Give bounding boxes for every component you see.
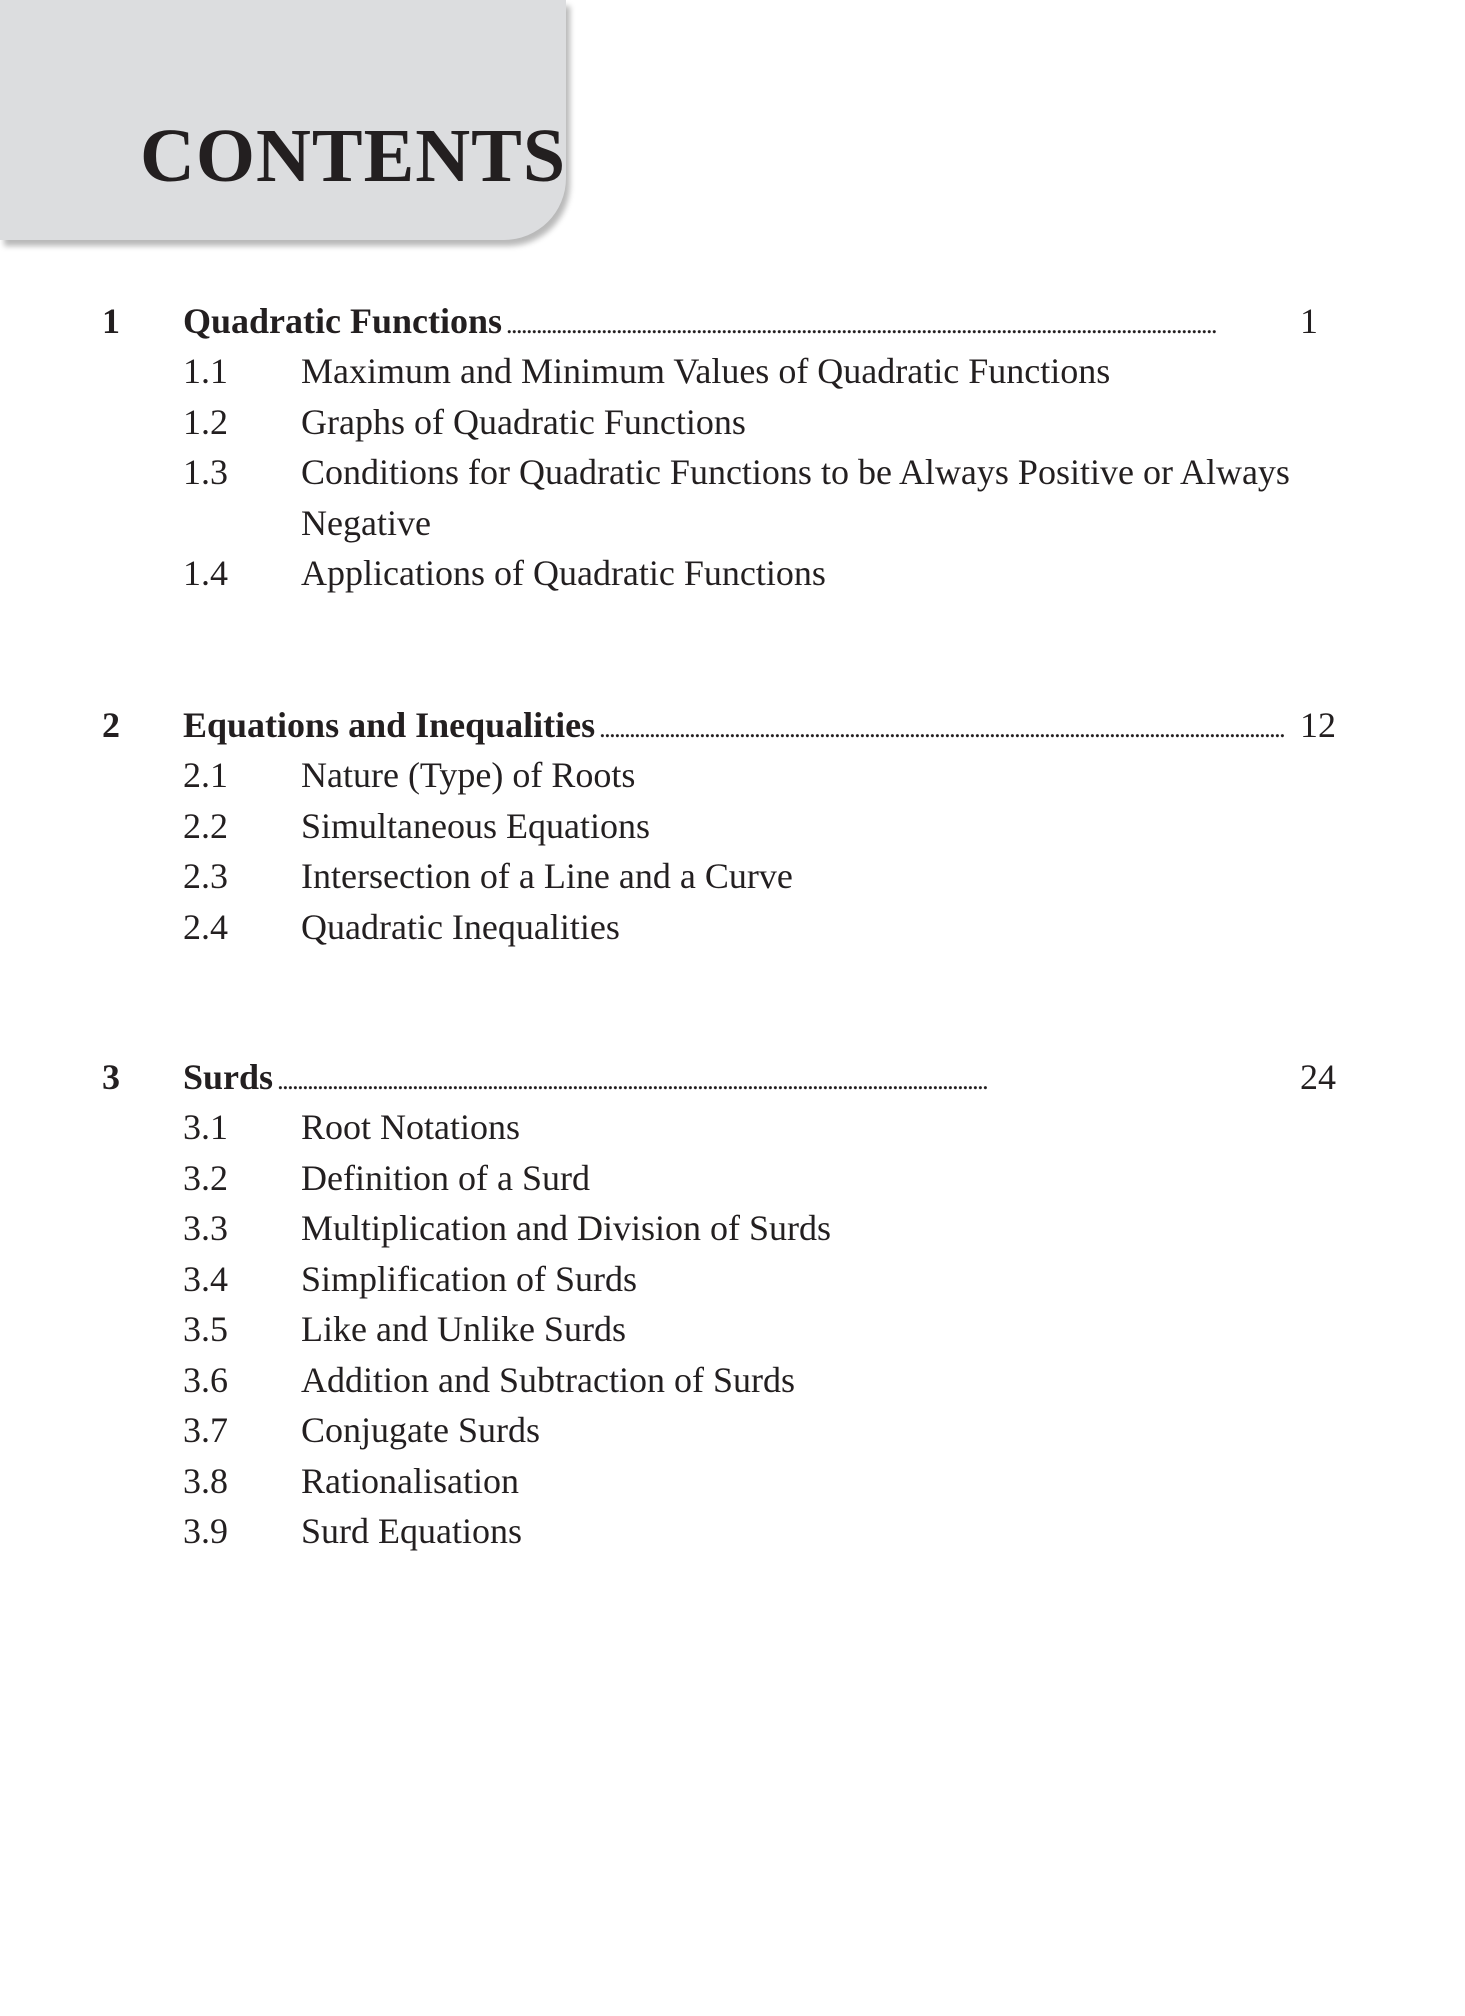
section-number: 1.2 xyxy=(183,401,228,442)
section-title: Surd Equations xyxy=(301,1511,522,1551)
section-title: Applications of Quadratic Functions xyxy=(301,553,826,593)
section-number: 3.8 xyxy=(183,1460,228,1501)
section-item[interactable] xyxy=(0,851,1465,902)
section-item[interactable] xyxy=(0,1304,1465,1355)
section-number: 1.3 xyxy=(183,452,228,492)
chapter-page-number: 24 xyxy=(1300,1057,1336,1097)
section-number: 2.1 xyxy=(183,755,228,795)
section-title: Rationalisation xyxy=(301,1460,519,1501)
section-item[interactable] xyxy=(0,1355,1465,1406)
section-item[interactable] xyxy=(0,397,1465,448)
section-title: Graphs of Quadratic Functions xyxy=(301,401,746,442)
section-item[interactable] xyxy=(0,548,1465,599)
section-item[interactable] xyxy=(0,1254,1465,1305)
dot-leader xyxy=(277,1056,1285,1102)
chapter-title: Surds xyxy=(183,1057,274,1097)
section-item[interactable] xyxy=(0,801,1465,852)
section-number: 2.3 xyxy=(183,856,228,896)
chapter-page-number: 1 xyxy=(1300,301,1318,341)
chapter-2 xyxy=(0,700,1465,952)
section-item[interactable] xyxy=(0,1506,1465,1557)
chapter-heading[interactable] xyxy=(0,1052,1465,1102)
section-number: 2.2 xyxy=(183,805,228,846)
section-title: Root Notations xyxy=(301,1107,521,1147)
section-item[interactable] xyxy=(0,1203,1465,1254)
section-title: Quadratic Inequalities xyxy=(301,906,620,947)
section-number: 3.9 xyxy=(183,1511,228,1551)
section-item[interactable] xyxy=(0,750,1465,801)
section-item[interactable] xyxy=(0,1102,1465,1153)
section-number: 3.3 xyxy=(183,1208,228,1248)
section-number: 3.4 xyxy=(183,1258,228,1299)
section-title: Multiplication and Division of Surds xyxy=(301,1208,831,1248)
section-number: 1.1 xyxy=(183,351,228,391)
section-title: Simultaneous Equations xyxy=(301,805,650,846)
section-title: Conditions for Quadratic Functions to be Always Positive or Always Negative xyxy=(301,452,1290,543)
section-title: Intersection of a Line and a Curve xyxy=(301,856,793,896)
dot-leader xyxy=(599,704,1285,750)
section-title: Nature (Type) of Roots xyxy=(301,755,636,795)
chapter-title: Equations and Inequalities xyxy=(183,705,596,745)
dot-leader xyxy=(506,300,1285,346)
chapter-3 xyxy=(0,1052,1465,1557)
section-number: 3.7 xyxy=(183,1410,228,1450)
section-number: 3.2 xyxy=(183,1157,228,1198)
chapter-number: 1 xyxy=(102,301,120,341)
section-number: 3.6 xyxy=(183,1359,228,1400)
section-title: Conjugate Surds xyxy=(301,1410,540,1450)
page-title: CONTENTS xyxy=(140,114,567,198)
chapter-number: 3 xyxy=(102,1057,120,1097)
section-number: 1.4 xyxy=(183,553,228,593)
section-number: 3.5 xyxy=(183,1309,228,1349)
section-item[interactable] xyxy=(0,447,1465,548)
chapter-title: Quadratic Functions xyxy=(183,301,503,341)
section-item[interactable] xyxy=(0,1456,1465,1507)
chapter-page-number: 12 xyxy=(1300,705,1336,745)
section-title: Addition and Subtraction of Surds xyxy=(301,1359,795,1400)
section-number: 2.4 xyxy=(183,906,228,947)
section-item[interactable] xyxy=(0,346,1465,397)
section-item[interactable] xyxy=(0,1405,1465,1456)
chapter-1 xyxy=(0,296,1465,599)
chapter-heading[interactable] xyxy=(0,296,1465,346)
section-title: Like and Unlike Surds xyxy=(301,1309,626,1349)
section-title: Definition of a Surd xyxy=(301,1157,590,1198)
section-item[interactable] xyxy=(0,1153,1465,1204)
section-item[interactable] xyxy=(0,902,1465,953)
section-title: Simplification of Surds xyxy=(301,1258,637,1299)
contents-header-tab xyxy=(0,0,566,240)
chapter-number: 2 xyxy=(102,705,120,745)
section-number: 3.1 xyxy=(183,1107,228,1147)
chapter-heading[interactable] xyxy=(0,700,1465,750)
section-title: Maximum and Minimum Values of Quadratic Functions xyxy=(301,351,1111,391)
